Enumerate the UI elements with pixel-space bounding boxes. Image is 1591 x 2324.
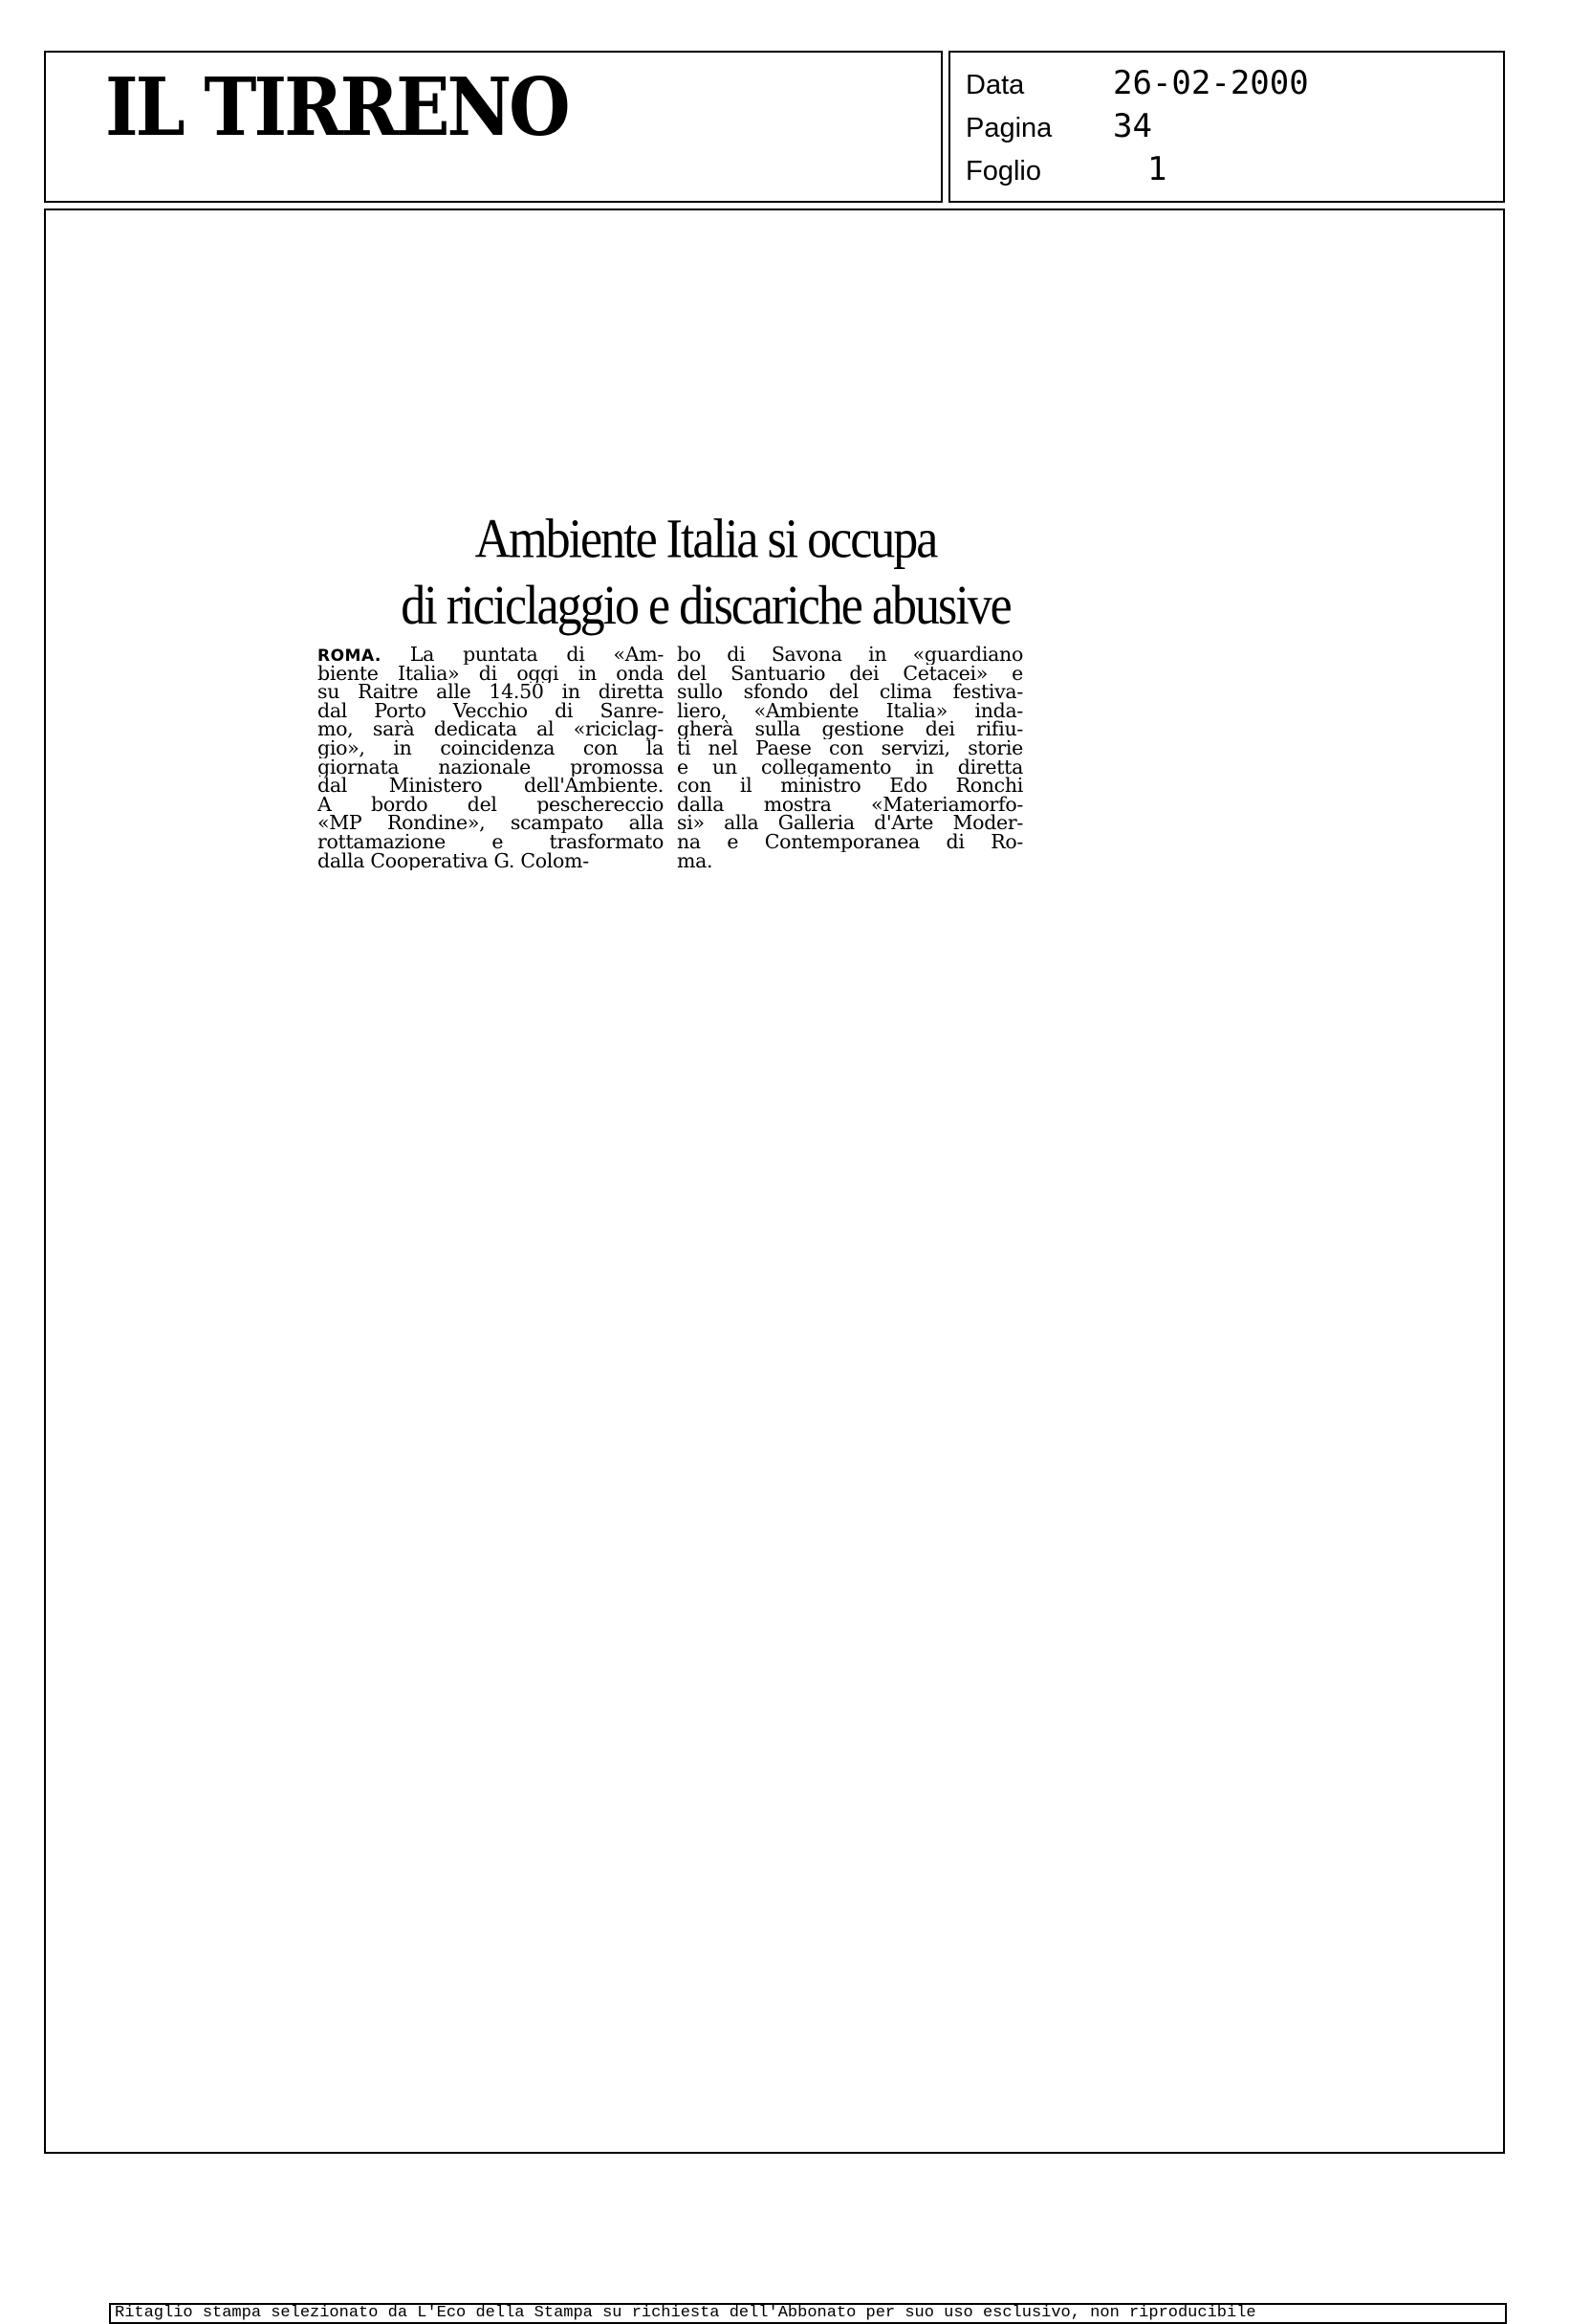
article-text-line: sullo sfondo del clima festiva- <box>677 683 1023 702</box>
article-dateline: ROMA. <box>317 647 381 665</box>
page-label: Pagina <box>966 113 1053 143</box>
article-text-line: rottamazione e trasformato <box>317 832 664 852</box>
article-text-line: del Santuario dei Cetacei» e <box>677 664 1023 684</box>
article-text-line: ma. <box>677 851 713 871</box>
date-label: Data <box>966 70 1025 100</box>
article-text-line: giornata nazionale promossa <box>317 757 664 778</box>
press-clipping-notice: Ritaglio stampa selezionato da L'Eco della Stampa su richiesta dell'Abbonato per suo uso esclusivo, non riproducibile <box>109 2303 1507 2324</box>
article-text-fragment: La puntata di «Am- <box>381 646 664 665</box>
sheet-label: Foglio <box>966 156 1041 186</box>
date-value: 26-02-2000 <box>1113 64 1309 102</box>
article-text-line: ti nel Paese con servizi, storie <box>677 738 1023 758</box>
article-text-line: dalla mostra «Materiamorfo- <box>677 795 1023 815</box>
article-text-line <box>317 646 664 665</box>
page-value: 34 <box>1113 107 1152 145</box>
article-headline <box>294 507 1117 640</box>
masthead-box <box>44 51 943 203</box>
article-text-line: A bordo del peschereccio <box>317 795 664 815</box>
headline-line-1: Ambiente Italia si occupa <box>474 509 937 571</box>
article-text-line: dal Porto Vecchio di Sanre- <box>317 701 664 721</box>
article-text-line: biente Italia» di oggi in onda <box>317 664 664 684</box>
article-text-line: gherà sulla gestione dei rifiu- <box>677 720 1023 739</box>
article-column-1 <box>317 646 664 870</box>
article-text-line: na e Contemporanea di Ro- <box>677 832 1023 852</box>
article-text-line: con il ministro Edo Ronchi <box>677 777 1023 796</box>
article-text-line: si» alla Galleria d'Arte Moder- <box>677 814 1023 833</box>
headline-line-2: di riciclaggio e discariche abusive <box>401 575 1011 637</box>
article-text-line: e un collegamento in diretta <box>677 757 1023 778</box>
article-text-line: dalla Cooperativa G. Colom- <box>317 851 589 871</box>
article-text-line: gio», in coincidenza con la <box>317 738 664 758</box>
article-text-line: dal Ministero dell'Ambiente. <box>317 777 664 796</box>
article-text-line: mo, sarà dedicata al «riciclag- <box>317 720 664 739</box>
clipping-meta-box <box>948 51 1505 203</box>
article-text-line: bo di Savona in «guardiano <box>677 646 1023 665</box>
sheet-value: 1 <box>1147 150 1167 188</box>
newspaper-masthead: IL TIRRENO <box>105 62 568 155</box>
article-text-line: liero, «Ambiente Italia» inda- <box>677 701 1023 721</box>
article-frame <box>44 208 1505 2322</box>
article-text-line: su Raitre alle 14.50 in diretta <box>317 683 664 702</box>
article-column-2 <box>677 646 1023 870</box>
article-text-line: «MP Rondine», scampato alla <box>317 814 664 833</box>
